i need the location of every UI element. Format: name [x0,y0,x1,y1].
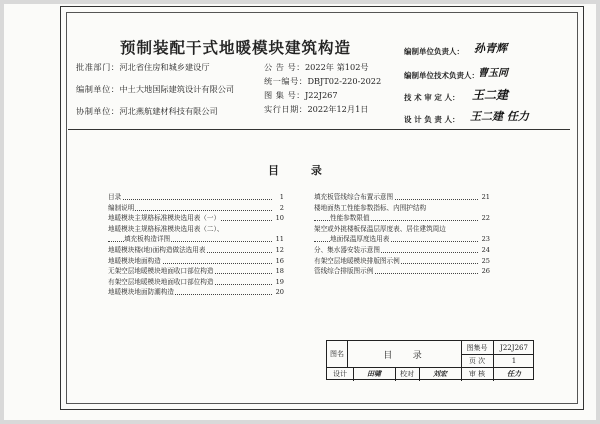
toc-entry[interactable]: 填充板构造详图 11 [108,234,284,245]
toc-entry[interactable]: 地暖模块地面构造 16 [108,256,284,265]
design-signature: 田啸 [367,369,381,378]
header-divider [68,129,570,130]
sheet-name: 目 录 [383,350,425,361]
check-signature: 刘宏 [433,369,447,378]
designer-signature: 王二建 任力 [470,110,529,123]
unit-lead-signature: 孙青辉 [474,42,507,55]
toc-heading: 目 录 [268,164,336,177]
toc-entry[interactable]: 管线综合排版图示例 26 [314,267,490,276]
check-label: 校对 [400,370,414,378]
toc-entry[interactable]: 分、集水器安装示意图 24 [314,245,490,254]
page-value: 1 [511,356,517,365]
reviewer-signature: 王二建 [472,88,509,102]
toc-entry[interactable]: 地暖模块地面防潮构造 20 [108,288,284,297]
toc-entry[interactable]: 目录 1 [108,193,284,201]
atlas-title: 预制装配干式地暖模块建筑构造 [120,38,352,57]
reviewer-label: 技 术 审 定 人： [404,93,460,102]
implementation-date: 实行日期：2022年12月1日 [264,104,369,114]
page-label: 页 次 [468,356,486,365]
unified-number: 统一编号：DBJT02-220-2022 [264,76,382,86]
toc-entry[interactable]: 填充板管线综合布置示意图 21 [314,193,490,201]
title-block [326,340,534,380]
co-unit: 协制单位：河北燕航建材科技有限公司 [76,106,218,116]
atlas-value: J22J267 [500,343,528,352]
design-label: 设计 [333,370,347,378]
audit-signature: 任力 [507,369,521,378]
toc-entry[interactable]: 性能参数限值 22 [314,213,490,224]
toc-entry[interactable]: 地暖模块楼(地)面构造做法选用表 12 [108,245,284,254]
toc-entry[interactable]: 地暖模块主规格标准模块选用表（一） 10 [108,214,284,223]
notice-number: 公 告 号：2022年 第102号 [264,62,369,72]
toc-entry[interactable]: 地暖模块主规格标准模块选用表（二）、 [108,224,224,233]
compile-unit: 编制单位：中土大地国际建筑设计有限公司 [76,84,235,94]
toc-entry[interactable]: 编制说明 2 [108,203,284,212]
toc-entry[interactable]: 有架空层地暖模块地面收口部位构造 19 [108,277,284,286]
toc-entry[interactable]: 地面保温厚度选用表 23 [314,234,490,245]
toc-entry[interactable]: 楼地面热工性能参数指标、内围护结构 [314,203,427,212]
tech-lead-signature: 曹玉同 [478,68,508,79]
audit-label: 审 核 [468,370,486,378]
name-label: 图名 [330,350,344,358]
toc-entry[interactable]: 架空或外挑楼板保温层厚度表、居住建筑周边 [314,224,446,233]
approve-dept: 批准部门：河北省住房和城乡建设厅 [76,62,210,72]
toc-left-column [108,192,284,298]
tech-lead-label: 编制单位技术负责人： [404,71,479,80]
toc-entry[interactable]: 无架空层地暖模块地面收口部位构造 18 [108,267,284,276]
toc-right-column [314,192,490,277]
toc-entry[interactable]: 有架空层地暖模块排版图示例 25 [314,256,490,265]
unit-lead-label: 编制单位负责人： [404,47,464,56]
designer-label: 设 计 负 责 人： [404,115,460,124]
atlas-number: 图 集 号：J22J267 [264,90,338,100]
atlas-label: 图集号 [466,343,488,352]
